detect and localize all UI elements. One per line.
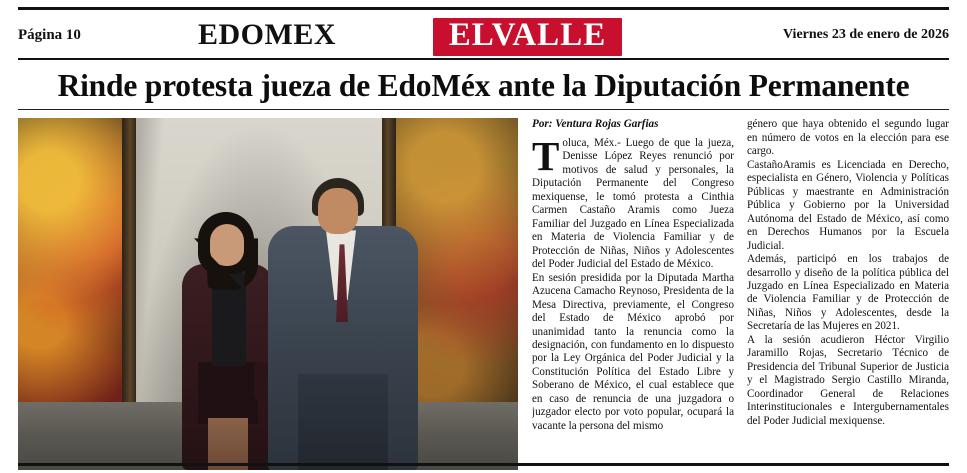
woman-face	[210, 224, 244, 266]
woman-skirt	[198, 362, 258, 424]
masthead-top-rule	[18, 7, 949, 10]
person-man	[268, 178, 418, 470]
headline-rule	[18, 109, 949, 110]
brand-text: ELVALLE	[448, 17, 607, 54]
article-column-2	[747, 118, 949, 470]
byline: Por: Ventura Rojas Garfias	[532, 118, 659, 131]
brand-bar	[433, 18, 622, 56]
masthead-bottom-rule	[18, 58, 949, 60]
paragraph: En sesión presidida por la Diputada Martha Azucena Camacho Reynoso, Presidenta de la Mesa Directiva, previamente, el Congreso del Estado de México aprobó por unanimidad tanto la renuncia como la designación, con fundamento en lo dispuesto por la Ley Orgánica del Poder Judicial y la Constitución Política del Estado Libre y Soberano de México, el cual establece que en caso de renuncia de una juzgadora o juzgador electo por voto popular, ocupará la vacante la persona del mismo	[532, 271, 734, 432]
brand-logo	[433, 18, 622, 56]
man-legs	[298, 374, 388, 470]
photo-jueza-y-funcionario	[18, 118, 518, 470]
paragraph	[532, 132, 734, 272]
paragraph-text: oluca, Méx.- Luego de que la jueza, Denisse López Reyes renunció por motivos de salud y personales, la Diputación Permanente del Congreso mexiquense, le tomó protesta a Cinthia Carmen Castaño Aramis como Jueza Familiar del Juzgado en Línea Especializada en Materia de Violencia Familiar y de Protección de Niñas, Niños y Adolescentes del Poder Judicial del Estado de México.	[532, 136, 734, 271]
man-face	[318, 188, 358, 234]
page-bottom-rule	[18, 463, 949, 466]
drop-cap: T	[532, 132, 560, 179]
paragraph: Además, participó en los trabajos de desarrollo y diseño de la política pública del Juzgado en Línea Especializado en Materia de Violencia Familiar y de Protección de Niñas, Niños y Adolescentes, desde la Secretaría de las Mujeres en 2021.	[747, 253, 949, 333]
article-headline: Rinde protesta jueza de EdoMéx ante la Diputación Permanente	[57, 68, 910, 103]
article-column-1	[532, 118, 734, 470]
masthead	[0, 0, 967, 58]
page-number: Página 10	[18, 26, 81, 43]
issue-date: Viernes 23 de enero de 2026	[782, 27, 949, 43]
paragraph: A la sesión acudieron Héctor Virgilio Jaramillo Rojas, Secretario Técnico de Presidencia del Tribunal Superior de Justicia y el Magistrado Sergio Castillo Miranda, Coordinador General de Relaciones Interinstitucionales e Intergubernamentales del Poder Judicial mexiquense.	[747, 333, 949, 427]
paragraph: género que haya obtenido el segundo lugar en número de votos en la elección para ese cargo.	[747, 118, 949, 158]
article-body	[18, 118, 949, 473]
photo-column	[18, 118, 518, 473]
section-name: EDOMEX	[198, 18, 336, 52]
paragraph: CastañoAramis es Licenciada en Derecho, especialista en Género, Violencia y Políticas Públicas y maestrante en Administración Pública y Gobierno por la Universidad Autónoma del Estado de México, así como en Derechos Humanos por la Escuela Judicial.	[747, 158, 949, 252]
text-columns	[532, 118, 949, 470]
